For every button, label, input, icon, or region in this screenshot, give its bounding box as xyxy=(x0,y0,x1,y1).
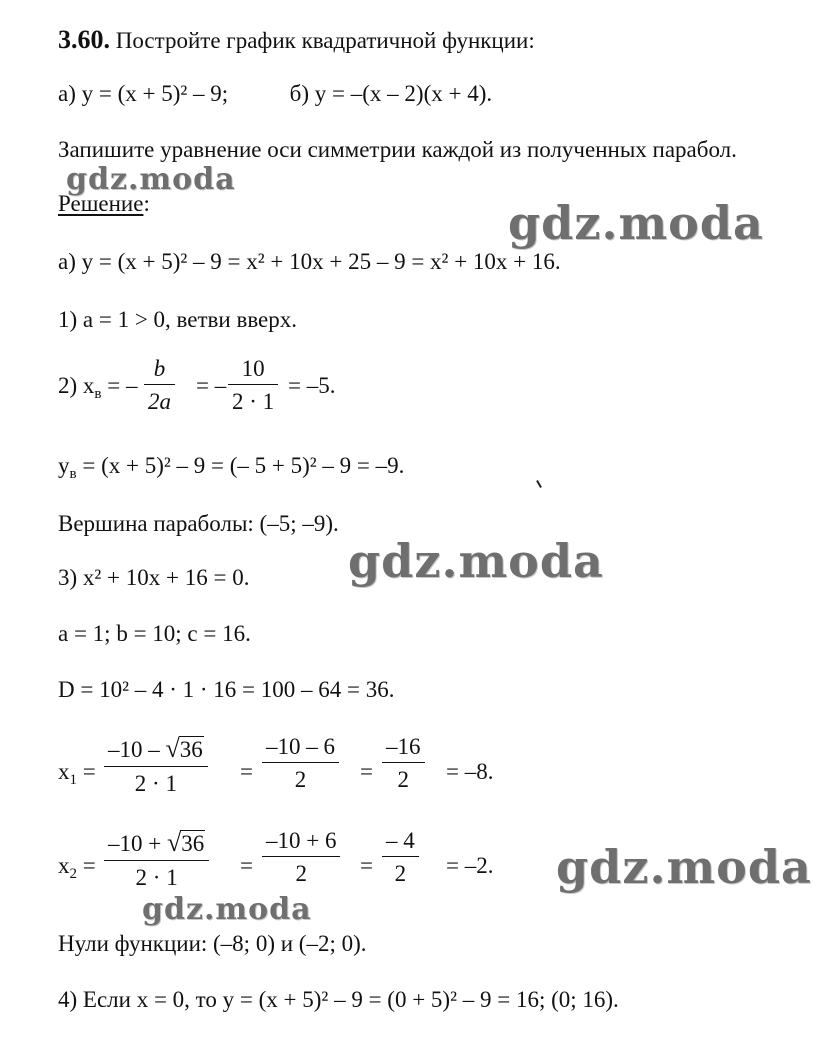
x2-frac-1-num-pre: –10 + xyxy=(108,831,167,856)
coefficients: a = 1; b = 10; c = 16. xyxy=(58,621,251,646)
x2-frac-1-den: 2 · 1 xyxy=(104,860,209,891)
x2-frac-3-num: – 4 xyxy=(386,828,415,853)
watermark-2: gdz.moda xyxy=(508,196,764,250)
x1-lead xyxy=(58,758,96,786)
x2-frac-1-root: 36 xyxy=(181,831,205,856)
watermark-4: gdz.moda xyxy=(556,840,812,894)
x2-frac-2 xyxy=(262,828,340,887)
step2-frac-10-num: 10 xyxy=(241,356,265,381)
step-1: 1) a = 1 > 0, ветви вверх. xyxy=(58,307,298,332)
discriminant: D = 10² – 4 · 1 · 16 = 100 – 64 = 36. xyxy=(58,677,395,702)
solution-heading-text: Решение xyxy=(58,191,144,216)
task-parts xyxy=(58,80,492,108)
x1-eq2: = xyxy=(240,759,253,784)
y-vertex xyxy=(58,452,404,480)
step-4: 4) Если x = 0, то y = (x + 5)² – 9 = (0 + 5)² – 9 = 16; (0; 16). xyxy=(58,987,619,1012)
x2-eq2: = xyxy=(240,853,253,878)
step-2 xyxy=(58,372,138,400)
x2-frac-3-den: 2 xyxy=(382,856,419,887)
x2-eq: = xyxy=(82,853,96,878)
yv-sub: в xyxy=(69,466,77,482)
x1-frac-2 xyxy=(262,734,339,793)
x2-frac-1 xyxy=(104,828,209,891)
step2-lead: 2) x xyxy=(58,373,95,398)
x2-frac-3 xyxy=(382,828,419,887)
step2-frac-10-den: 2 · 1 xyxy=(228,384,278,415)
step2-sub: в xyxy=(94,386,102,402)
task-instruction: Запишите уравнение оси симметрии каждой из полученных парабол. xyxy=(58,137,737,162)
x1-frac-1-den: 2 · 1 xyxy=(104,766,208,797)
zeros: Нули функции: (–8; 0) и (–2; 0). xyxy=(58,931,367,956)
x1-eq3: = xyxy=(360,759,373,784)
solution-line-a: а) y = (x + 5)² – 9 = x² + 10x + 25 – 9 = x² + 10x + 16. xyxy=(58,249,561,274)
watermark-3: gdz.moda xyxy=(348,534,604,588)
solution-heading-colon: : xyxy=(143,191,150,216)
watermark-1: gdz.moda xyxy=(66,162,236,197)
x2-frac-2-den: 2 xyxy=(262,856,340,887)
step2-tail: = –5. xyxy=(288,373,336,398)
yv-lead: y xyxy=(58,453,70,478)
x1-frac-1-num: –10 – √36 xyxy=(108,734,203,763)
task-part-b: б) y = –(x – 2)(x + 4). xyxy=(289,81,493,106)
x1-frac-3 xyxy=(382,734,425,793)
task-number: 3.60. xyxy=(58,25,110,54)
step2-frac-b-den: 2a xyxy=(144,384,175,415)
x1-frac-2-num: –10 – 6 xyxy=(266,734,335,759)
task-title xyxy=(58,24,535,55)
x2-frac-2-num: –10 + 6 xyxy=(266,828,337,853)
step-3: 3) x² + 10x + 16 = 0. xyxy=(58,565,250,590)
task-part-a: а) y = (x + 5)² – 9; xyxy=(58,81,229,106)
step2-frac-b xyxy=(144,356,175,415)
x1-frac-1-root: 36 xyxy=(179,737,203,762)
x1-lead-x: x xyxy=(58,759,70,784)
yv-rest: = (x + 5)² – 9 = (– 5 + 5)² – 9 = –9. xyxy=(76,453,405,478)
x2-tail: = –2. xyxy=(446,853,494,878)
x2-lead xyxy=(58,852,96,880)
x1-frac-2-den: 2 xyxy=(262,762,339,793)
x2-sub: 2 xyxy=(69,866,77,882)
x2-lead-x: x xyxy=(58,853,70,878)
step2-eq2: = – xyxy=(196,373,227,398)
task-prompt: Постройте график квадратичной функции: xyxy=(115,28,535,53)
watermark-5: gdz.moda xyxy=(142,892,312,927)
step2-eq1: = – xyxy=(101,373,138,398)
x1-frac-3-den: 2 xyxy=(382,762,425,793)
x1-eq: = xyxy=(82,759,96,784)
x1-frac-1 xyxy=(104,734,208,797)
step2-frac-10 xyxy=(228,356,278,415)
x1-tail: = –8. xyxy=(446,759,494,784)
x1-frac-3-num: –16 xyxy=(386,734,421,759)
x2-frac-1-num: –10 + √36 xyxy=(108,828,205,857)
vertex: Вершина параболы: (–5; –9). xyxy=(58,511,339,536)
x1-frac-1-num-pre: –10 – xyxy=(108,737,166,762)
x2-eq3: = xyxy=(360,853,373,878)
stray-mark xyxy=(536,480,542,488)
step2-frac-b-num: b xyxy=(153,356,166,381)
x1-sub: 1 xyxy=(69,772,77,788)
